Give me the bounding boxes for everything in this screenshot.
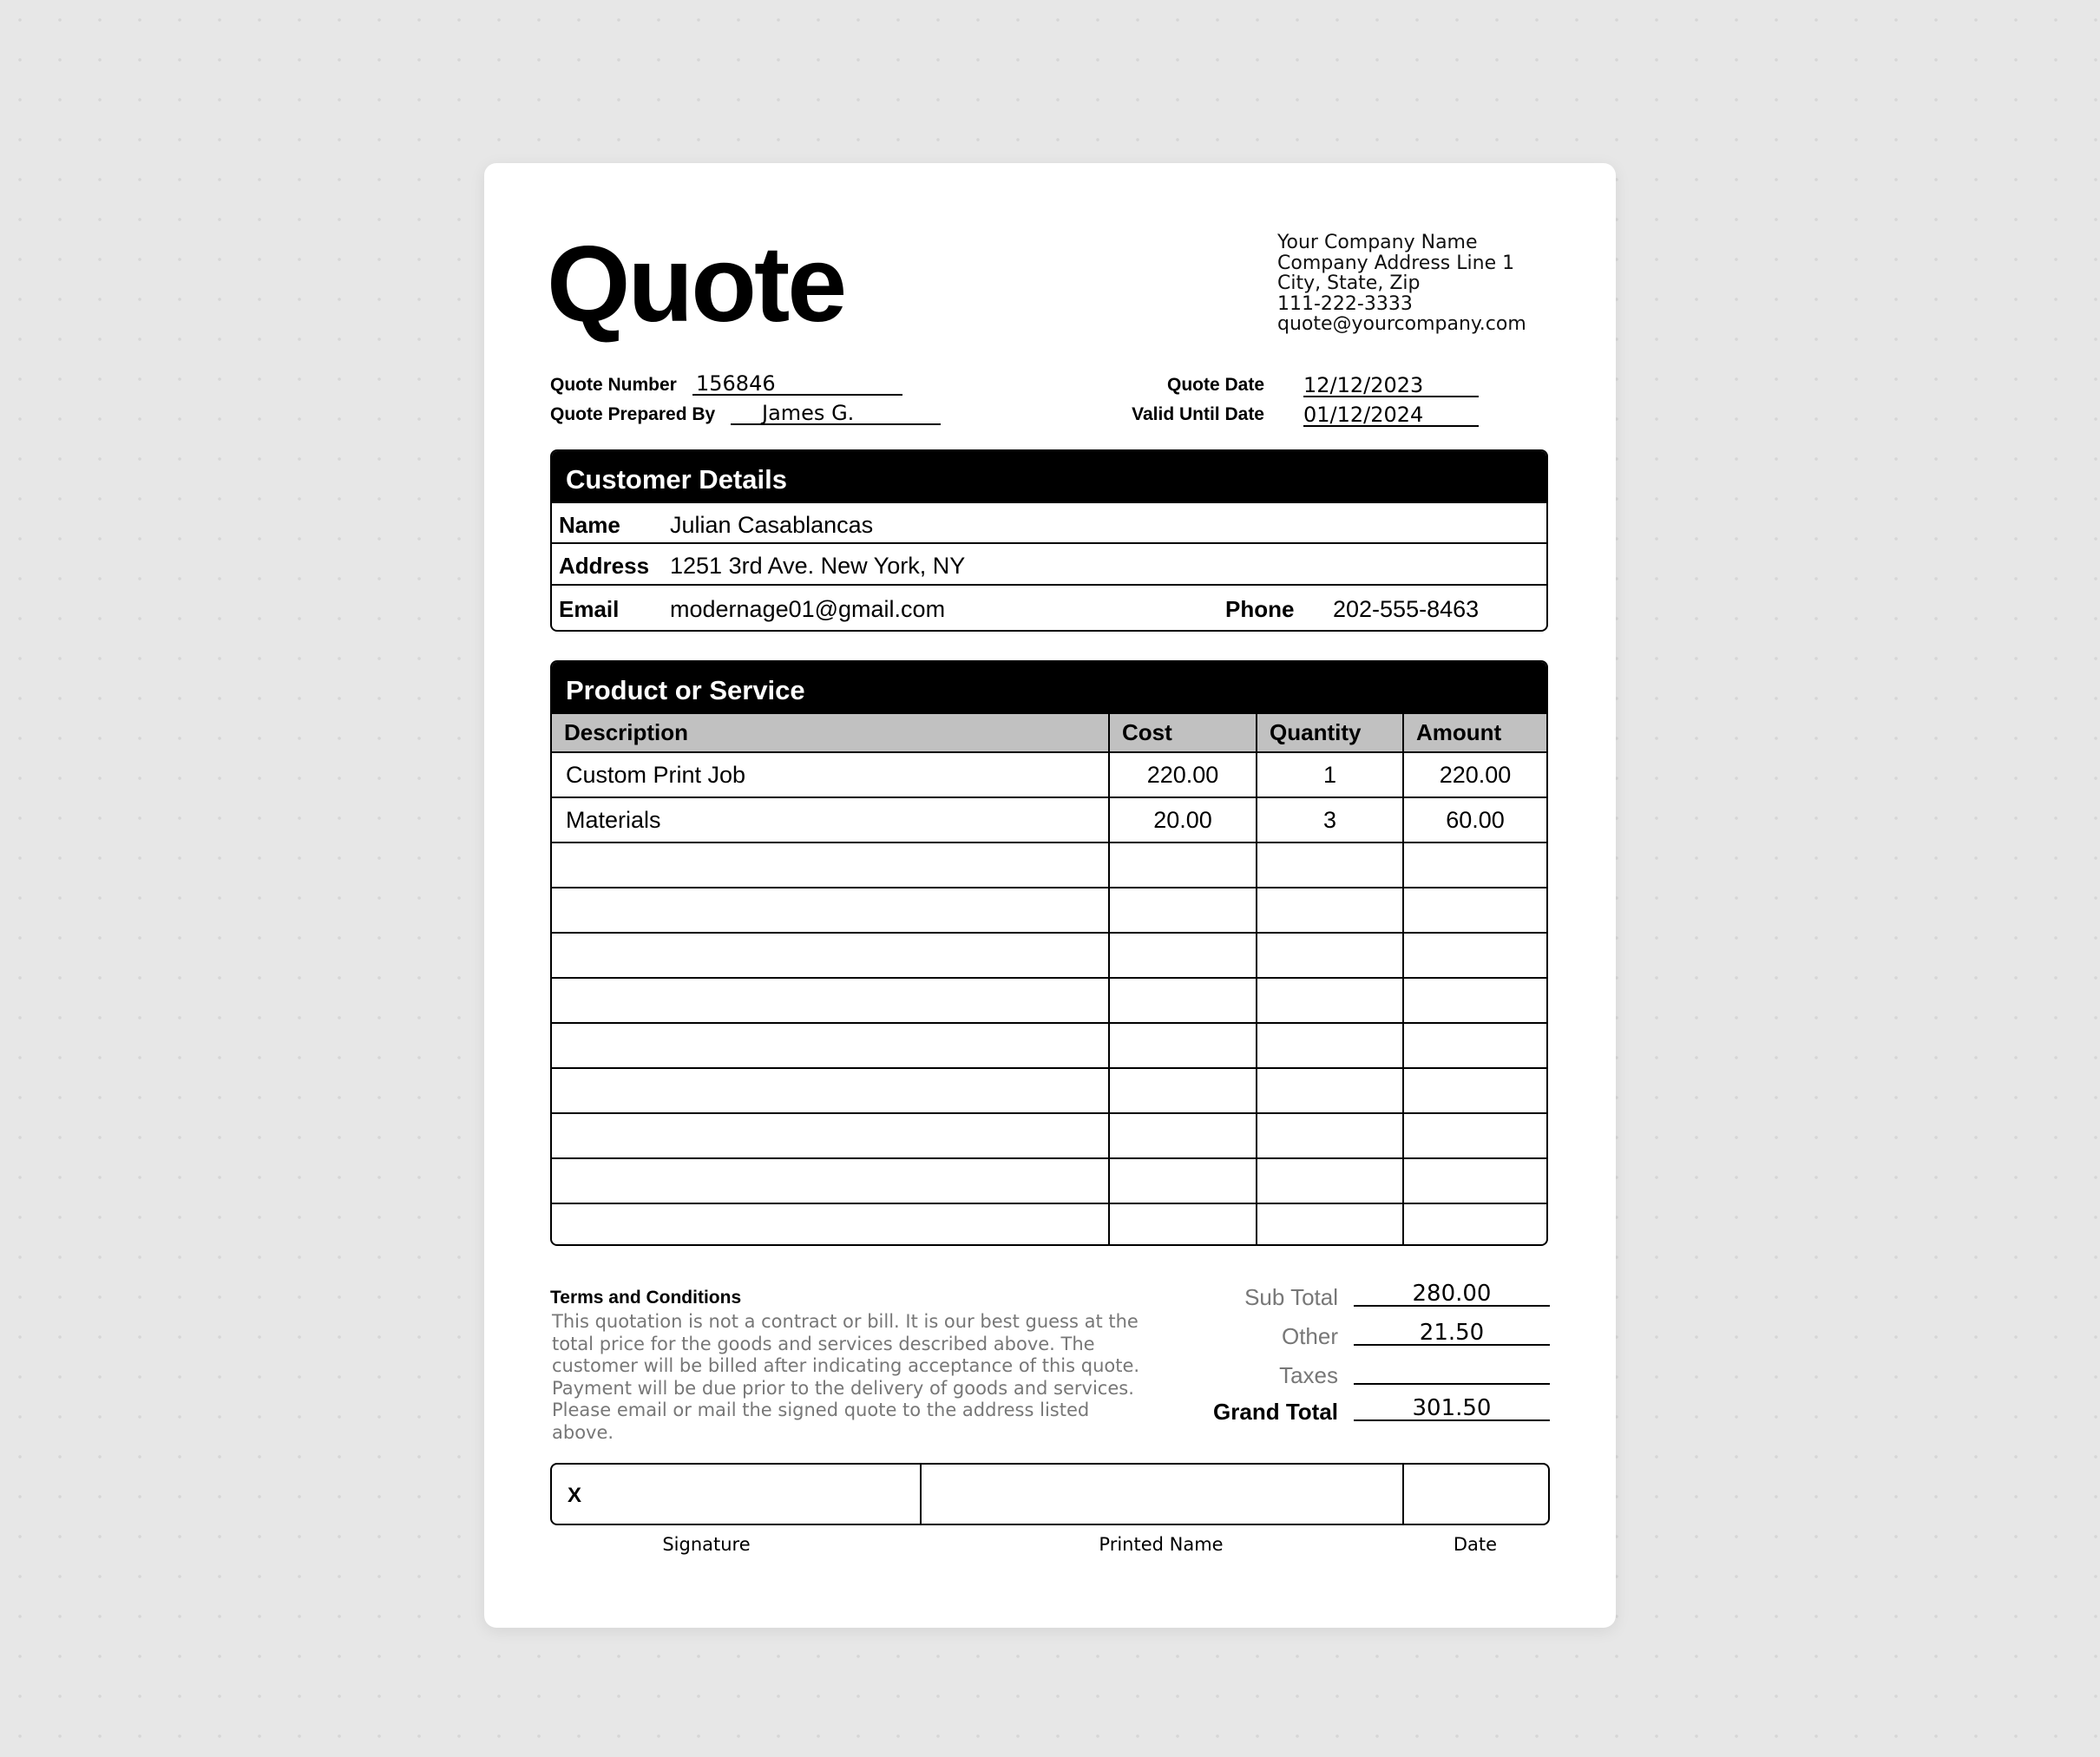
- customer-email-row: [552, 584, 1546, 630]
- other-field[interactable]: [1354, 1320, 1550, 1346]
- quantity-cell[interactable]: [1257, 933, 1403, 978]
- other-label: Other: [1281, 1323, 1338, 1349]
- terms-line: customer will be billed after indicating acceptance of this quote.: [552, 1355, 1140, 1376]
- amount-cell[interactable]: 220.00: [1403, 752, 1546, 797]
- cost-cell[interactable]: [1109, 933, 1257, 978]
- date-field[interactable]: [1404, 1465, 1548, 1524]
- printed-name-field[interactable]: [922, 1465, 1402, 1524]
- amount-cell[interactable]: [1403, 1113, 1546, 1158]
- amount-cell[interactable]: [1403, 1068, 1546, 1113]
- customer-phone-label: Phone: [1225, 596, 1295, 622]
- grand-total-label: Grand Total: [1213, 1399, 1338, 1425]
- description-cell[interactable]: [552, 1113, 1109, 1158]
- customer-address-label: Address: [559, 553, 650, 579]
- cost-cell[interactable]: [1109, 1023, 1257, 1068]
- signature-box: [550, 1463, 1550, 1525]
- quantity-cell[interactable]: [1257, 1113, 1403, 1158]
- table-row: [552, 1113, 1546, 1158]
- signature-mark: X: [568, 1484, 582, 1507]
- table-row: [552, 1158, 1546, 1203]
- description-cell[interactable]: [552, 842, 1109, 888]
- cost-cell[interactable]: [1109, 1203, 1257, 1246]
- company-email: quote@yourcompany.com: [1277, 313, 1526, 335]
- prepared-by-label: Quote Prepared By: [550, 404, 716, 424]
- valid-until-field[interactable]: [1303, 404, 1479, 427]
- customer-address-value[interactable]: 1251 3rd Ave. New York, NY: [670, 553, 966, 579]
- cost-cell[interactable]: [1109, 1068, 1257, 1113]
- terms-title: Terms and Conditions: [550, 1288, 742, 1308]
- quantity-cell[interactable]: [1257, 978, 1403, 1023]
- quantity-cell[interactable]: 1: [1257, 752, 1403, 797]
- column-header-amount: Amount: [1403, 714, 1546, 752]
- description-cell[interactable]: Custom Print Job: [552, 752, 1109, 797]
- cost-cell[interactable]: 20.00: [1109, 797, 1257, 842]
- quote-date-label: Quote Date: [1166, 375, 1264, 395]
- subtotal-value: 280.00: [1412, 1281, 1492, 1307]
- quote-number-label: Quote Number: [550, 375, 677, 395]
- table-row: [552, 1203, 1546, 1246]
- quote-number-value: 156846: [696, 371, 776, 396]
- table-row: [552, 1023, 1546, 1068]
- quantity-cell[interactable]: [1257, 1023, 1403, 1068]
- table-row: [552, 888, 1546, 933]
- table-row: [552, 797, 1546, 842]
- terms-line: This quotation is not a contract or bill. It is our best guess at the: [552, 1311, 1139, 1332]
- company-address: Company Address Line 1: [1277, 252, 1515, 274]
- customer-details-header: Customer Details: [552, 451, 1546, 503]
- description-cell[interactable]: [552, 978, 1109, 1023]
- customer-name-label: Name: [559, 512, 620, 538]
- customer-email-value[interactable]: modernage01@gmail.com: [670, 596, 946, 622]
- quantity-cell[interactable]: [1257, 842, 1403, 888]
- cost-cell[interactable]: [1109, 888, 1257, 933]
- products-section: [550, 660, 1548, 1246]
- company-name: Your Company Name: [1277, 232, 1478, 253]
- amount-cell[interactable]: 60.00: [1403, 797, 1546, 842]
- customer-details-section: [550, 449, 1548, 632]
- cost-cell[interactable]: [1109, 1113, 1257, 1158]
- company-info: [1277, 233, 1526, 335]
- table-row: [552, 1068, 1546, 1113]
- cost-cell[interactable]: 220.00: [1109, 752, 1257, 797]
- amount-cell[interactable]: [1403, 842, 1546, 888]
- column-header-cost: Cost: [1109, 714, 1257, 752]
- prepared-by-field[interactable]: [731, 403, 941, 425]
- quantity-cell[interactable]: [1257, 1158, 1403, 1203]
- subtotal-field[interactable]: [1354, 1281, 1550, 1307]
- taxes-label: Taxes: [1279, 1362, 1338, 1388]
- valid-until-value: 01/12/2024: [1303, 403, 1424, 427]
- company-city: City, State, Zip: [1277, 272, 1421, 294]
- quote-number-field[interactable]: [692, 373, 902, 396]
- description-cell[interactable]: Materials: [552, 797, 1109, 842]
- amount-cell[interactable]: [1403, 888, 1546, 933]
- signature-caption: Signature: [662, 1534, 751, 1555]
- table-row: [552, 978, 1546, 1023]
- printed-name-caption: Printed Name: [1099, 1534, 1224, 1555]
- valid-until-label: Valid Until Date: [1132, 404, 1264, 424]
- column-header-description: Description: [552, 714, 1109, 752]
- amount-cell[interactable]: [1403, 933, 1546, 978]
- terms-line: Payment will be due prior to the delivery of goods and services.: [552, 1377, 1134, 1399]
- description-cell[interactable]: [552, 1203, 1109, 1246]
- amount-cell[interactable]: [1403, 1158, 1546, 1203]
- quantity-cell[interactable]: 3: [1257, 797, 1403, 842]
- prepared-by-value: James G.: [762, 401, 855, 425]
- table-row: [552, 933, 1546, 978]
- description-cell[interactable]: [552, 1158, 1109, 1203]
- quote-date-value: 12/12/2023: [1303, 373, 1424, 397]
- amount-cell[interactable]: [1403, 1023, 1546, 1068]
- products-header: Product or Service: [552, 662, 1546, 714]
- amount-cell[interactable]: [1403, 1203, 1546, 1246]
- customer-name-value[interactable]: Julian Casablancas: [670, 512, 874, 538]
- description-cell[interactable]: [552, 933, 1109, 978]
- signature-field[interactable]: [552, 1465, 920, 1524]
- date-caption: Date: [1453, 1534, 1498, 1555]
- description-cell[interactable]: [552, 1023, 1109, 1068]
- quote-date-field[interactable]: [1303, 375, 1479, 397]
- customer-address-row: [552, 542, 1546, 584]
- subtotal-label: Sub Total: [1244, 1284, 1338, 1310]
- table-row: [552, 842, 1546, 888]
- cost-cell[interactable]: [1109, 978, 1257, 1023]
- terms-line: Please email or mail the signed quote to the address listed above.: [552, 1400, 1090, 1443]
- cost-cell[interactable]: [1109, 842, 1257, 888]
- cost-cell[interactable]: [1109, 1158, 1257, 1203]
- description-cell[interactable]: [552, 888, 1109, 933]
- taxes-field[interactable]: [1354, 1359, 1550, 1385]
- company-phone: 111-222-3333: [1277, 292, 1413, 315]
- customer-email-label: Email: [559, 596, 620, 622]
- grand-total-field[interactable]: [1354, 1395, 1550, 1421]
- quote-document: [484, 163, 1616, 1628]
- table-row: [552, 752, 1546, 797]
- customer-name-row: [552, 503, 1546, 542]
- document-title: Quote: [547, 225, 845, 344]
- quantity-cell[interactable]: [1257, 888, 1403, 933]
- column-header-quantity: Quantity: [1257, 714, 1403, 752]
- customer-phone-value[interactable]: 202-555-8463: [1333, 596, 1480, 622]
- amount-cell[interactable]: [1403, 978, 1546, 1023]
- terms-line: total price for the goods and services described above. The: [552, 1333, 1095, 1354]
- description-cell[interactable]: [552, 1068, 1109, 1113]
- products-table: [552, 714, 1546, 1246]
- other-value: 21.50: [1419, 1320, 1485, 1346]
- quantity-cell[interactable]: [1257, 1203, 1403, 1246]
- products-table-header-row: [552, 714, 1546, 752]
- terms-body: [552, 1311, 1151, 1444]
- quantity-cell[interactable]: [1257, 1068, 1403, 1113]
- grand-total-value: 301.50: [1412, 1395, 1492, 1421]
